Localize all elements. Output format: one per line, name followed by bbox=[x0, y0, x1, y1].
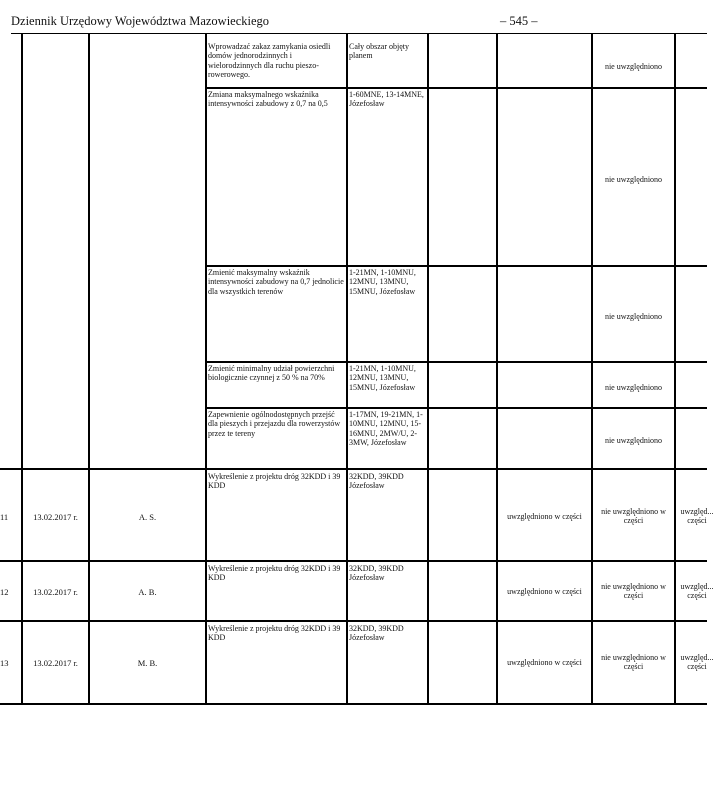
row2-area: 1-60MNE, 13-14MNE, Józefosław bbox=[349, 90, 424, 109]
row12-number: 12 bbox=[0, 587, 9, 597]
page-number: – 545 – bbox=[500, 14, 538, 28]
row11-status-b: nie uwzględniono w części bbox=[601, 507, 666, 526]
row13-area: 32KDD, 39KDD Józefosław bbox=[349, 624, 404, 643]
row13-status-c: uwzględ... części bbox=[680, 653, 714, 672]
row11-area: 32KDD, 39KDD Józefosław bbox=[349, 472, 404, 491]
row12-area: 32KDD, 39KDD Józefosław bbox=[349, 564, 404, 583]
row12-status-b: nie uwzględniono w części bbox=[601, 582, 666, 601]
row12-status-a: uwzględniono w części bbox=[507, 587, 582, 596]
row13-number: 13 bbox=[0, 658, 9, 668]
journal-title: Dziennik Urzędowy Województwa Mazowieckiego bbox=[11, 14, 270, 28]
row13-status-b: nie uwzględniono w części bbox=[601, 653, 666, 672]
row5-area: 1-17MN, 19-21MN, 1-10MNU, 12MNU, 15-16MNU, 2MW/U, 2-3MW, Józefosław bbox=[349, 410, 423, 448]
row12-description: Wykreślenie z projektu dróg 32KDD i 39 KDD bbox=[208, 564, 341, 583]
row13-person: M. B. bbox=[137, 658, 158, 668]
row12-date: 13.02.2017 r. bbox=[33, 587, 78, 597]
row5-description: Zapewnienie ogólnodostępnych przejść dla pieszych i przejazdu dla rowerzystów przez te tereny bbox=[208, 410, 341, 438]
row3-area: 1-21MN, 1-10MNU, 12MNU, 13MNU, 15MNU, Józefosław bbox=[349, 268, 416, 296]
row5-status: nie uwzględniono bbox=[604, 436, 663, 445]
row11-status-c: uwzględ... części bbox=[680, 507, 714, 526]
row2-description: Zmiana maksymalnego wskaźnika intensywności zabudowy z 0,7 na 0,5 bbox=[208, 90, 328, 109]
row11-status-a: uwzględniono w części bbox=[507, 512, 582, 521]
row11-person: A. S. bbox=[138, 512, 157, 522]
row12-status-c: uwzględ... części bbox=[680, 582, 714, 601]
row1-area: Cały obszar objęty planem bbox=[349, 42, 409, 61]
row4-area: 1-21MN, 1-10MNU, 12MNU, 13MNU, 15MNU, Józefosław bbox=[349, 364, 416, 392]
row11-date: 13.02.2017 r. bbox=[33, 512, 78, 522]
row1-description: Wprowadzać zakaz zamykania osiedli domów jednorodzinnych i wielorodzinnych dla ruchu pieszo-rowerowego. bbox=[208, 42, 331, 80]
row4-description: Zmienić minimalny udział powierzchni biologicznie czynnej z 50 % na 70% bbox=[208, 364, 335, 383]
row2-status: nie uwzględniono bbox=[604, 175, 663, 184]
row13-date: 13.02.2017 r. bbox=[33, 658, 78, 668]
row12-person: A. B. bbox=[138, 587, 157, 597]
row1-status: nie uwzględniono bbox=[604, 62, 663, 71]
row13-status-a: uwzględniono w części bbox=[507, 658, 582, 667]
row3-description: Zmienić maksymalny wskaźnik intensywności zabudowy na 0,7 jednolicie dla wszystkich terenów bbox=[208, 268, 344, 296]
row3-status: nie uwzględniono bbox=[604, 312, 663, 321]
row13-description: Wykreślenie z projektu dróg 32KDD i 39 KDD bbox=[208, 624, 341, 643]
row11-number: 11 bbox=[0, 512, 9, 522]
row4-status: nie uwzględniono bbox=[604, 383, 663, 392]
row11-description: Wykreślenie z projektu dróg 32KDD i 39 KDD bbox=[208, 472, 341, 491]
